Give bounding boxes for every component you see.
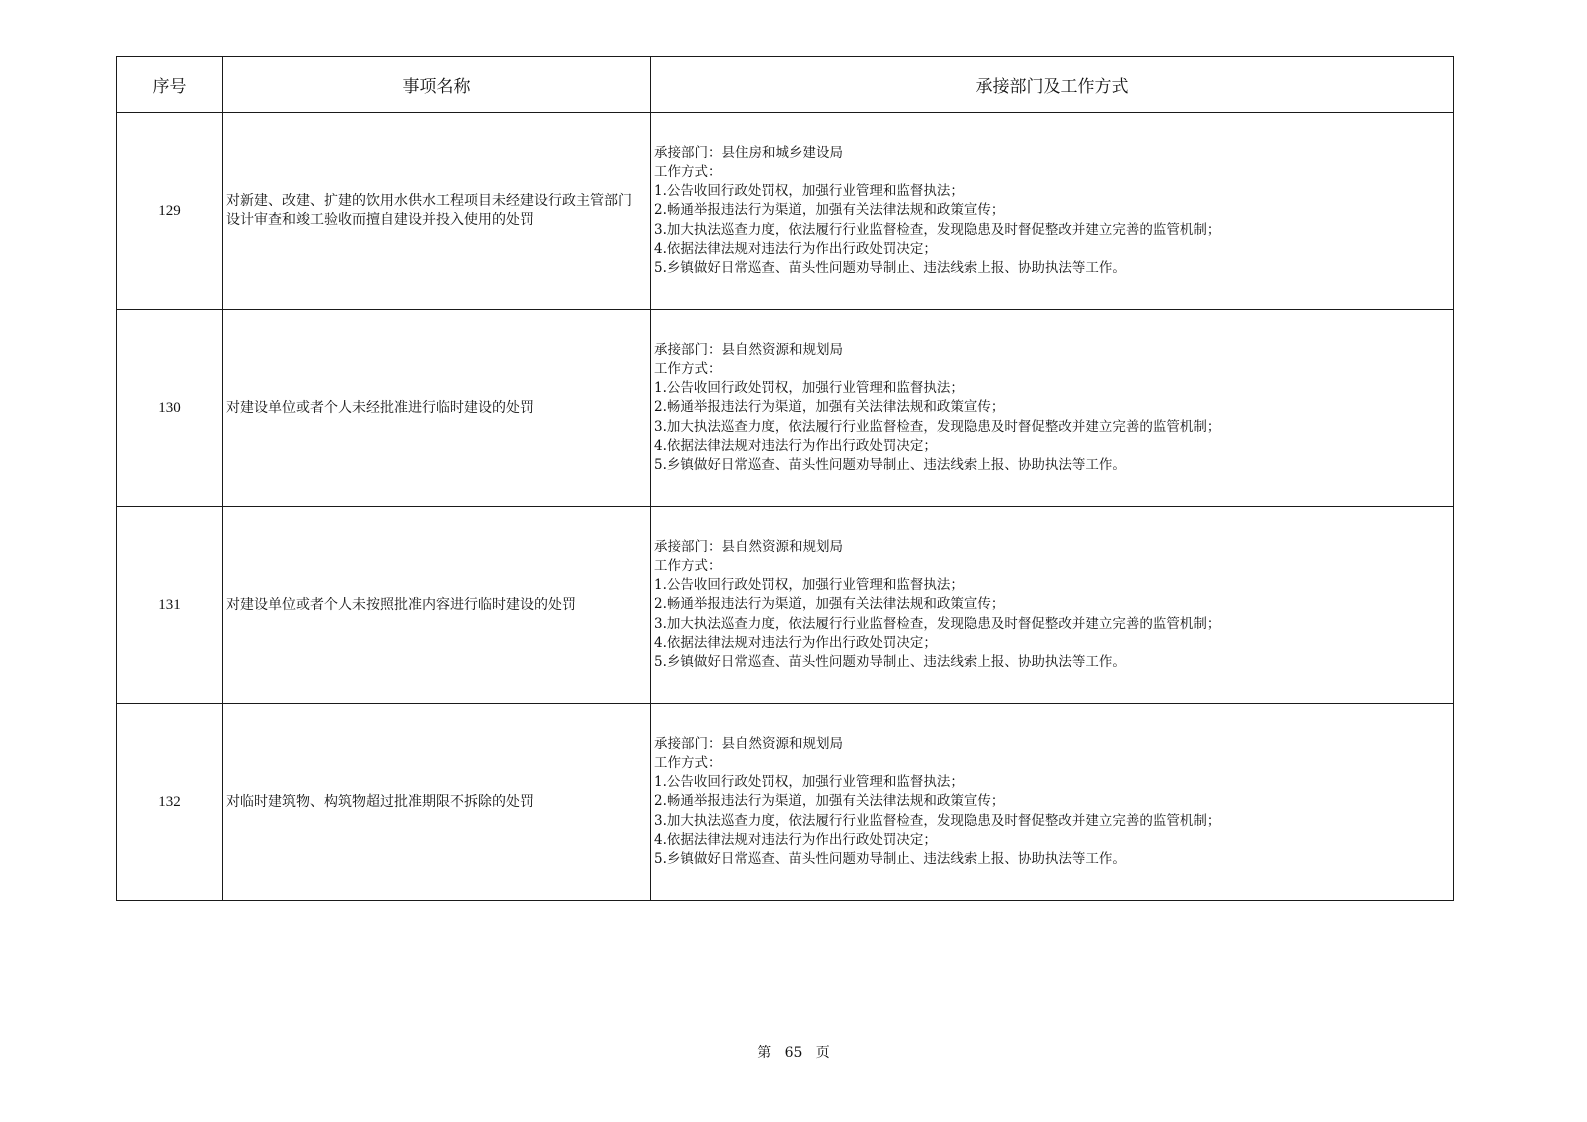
method-label: 工作方式： — [654, 360, 722, 377]
row-matter-name: 对临时建筑物、构筑物超过批准期限不拆除的处罚 — [223, 704, 651, 901]
page-suffix: 页 — [815, 1045, 830, 1061]
row-serial-number: 129 — [117, 113, 223, 310]
method-item: 1.公告收回行政处罚权，加强行业管理和监督执法； — [654, 774, 964, 791]
method-item: 1.公告收回行政处罚权，加强行业管理和监督执法； — [654, 380, 964, 397]
method-label: 工作方式： — [654, 557, 722, 574]
method-item: 5.乡镇做好日常巡查、苗头性问题劝导制止、违法线索上报、协助执法等工作。 — [654, 260, 1126, 276]
row-department-cell — [651, 310, 1454, 507]
method-item: 2.畅通举报违法行为渠道，加强有关法律法规和政策宣传； — [654, 399, 1005, 416]
method-item: 3.加大执法巡查力度，依法履行行业监督检查，发现隐患及时督促整改并建立完善的监管机制； — [654, 615, 1221, 632]
table-row — [117, 704, 1454, 901]
row-matter-name: 对建设单位或者个人未经批准进行临时建设的处罚 — [223, 310, 651, 507]
matters-table — [116, 56, 1454, 901]
method-item: 5.乡镇做好日常巡查、苗头性问题劝导制止、违法线索上报、协助执法等工作。 — [654, 654, 1126, 670]
table-header-row — [117, 57, 1454, 113]
method-label: 工作方式： — [654, 754, 722, 771]
row-department-cell — [651, 507, 1454, 704]
page-footer — [0, 1042, 1587, 1062]
method-item: 3.加大执法巡查力度，依法履行行业监督检查，发现隐患及时督促整改并建立完善的监管机制； — [654, 418, 1221, 435]
method-item: 3.加大执法巡查力度，依法履行行业监督检查，发现隐患及时督促整改并建立完善的监管机制； — [654, 221, 1221, 238]
page-number: 65 — [784, 1045, 803, 1061]
method-item: 5.乡镇做好日常巡查、苗头性问题劝导制止、违法线索上报、协助执法等工作。 — [654, 851, 1126, 867]
method-item: 2.畅通举报违法行为渠道，加强有关法律法规和政策宣传； — [654, 202, 1005, 219]
row-matter-name: 对新建、改建、扩建的饮用水供水工程项目未经建设行政主管部门设计审查和竣工验收而擅自建设并投入使用的处罚 — [223, 113, 651, 310]
method-item: 4.依据法律法规对违法行为作出行政处罚决定； — [654, 831, 937, 848]
method-item: 3.加大执法巡查力度，依法履行行业监督检查，发现隐患及时督促整改并建立完善的监管机制； — [654, 812, 1221, 829]
method-item: 2.畅通举报违法行为渠道，加强有关法律法规和政策宣传； — [654, 793, 1005, 810]
method-item: 4.依据法律法规对违法行为作出行政处罚决定； — [654, 240, 937, 257]
header-serial-number: 序号 — [117, 57, 223, 113]
department-line: 承接部门：县自然资源和规划局 — [654, 341, 843, 358]
method-item: 2.畅通举报违法行为渠道，加强有关法律法规和政策宣传； — [654, 596, 1005, 613]
table-row — [117, 507, 1454, 704]
method-item: 5.乡镇做好日常巡查、苗头性问题劝导制止、违法线索上报、协助执法等工作。 — [654, 457, 1126, 473]
method-item: 4.依据法律法规对违法行为作出行政处罚决定； — [654, 634, 937, 651]
table-row — [117, 310, 1454, 507]
method-item: 4.依据法律法规对违法行为作出行政处罚决定； — [654, 437, 937, 454]
header-department-and-method: 承接部门及工作方式 — [651, 57, 1454, 113]
method-item: 1.公告收回行政处罚权，加强行业管理和监督执法； — [654, 183, 964, 200]
row-serial-number: 131 — [117, 507, 223, 704]
department-line: 承接部门：县自然资源和规划局 — [654, 735, 843, 752]
department-line: 承接部门：县住房和城乡建设局 — [654, 144, 843, 161]
page-prefix: 第 — [757, 1045, 772, 1061]
method-item: 1.公告收回行政处罚权，加强行业管理和监督执法； — [654, 577, 964, 594]
row-matter-name: 对建设单位或者个人未按照批准内容进行临时建设的处罚 — [223, 507, 651, 704]
row-serial-number: 132 — [117, 704, 223, 901]
table-row — [117, 113, 1454, 310]
row-department-cell — [651, 113, 1454, 310]
department-line: 承接部门：县自然资源和规划局 — [654, 538, 843, 555]
header-matter-name: 事项名称 — [223, 57, 651, 113]
row-serial-number: 130 — [117, 310, 223, 507]
row-department-cell — [651, 704, 1454, 901]
method-label: 工作方式： — [654, 163, 722, 180]
